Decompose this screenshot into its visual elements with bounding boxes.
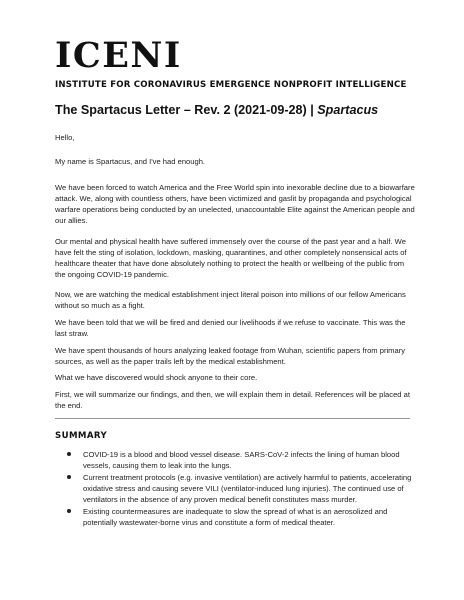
paragraph-text: Our mental and physical health have suffered immensely over the course of the past year and a half. We have felt the sting of isolation, lockdown, masking, quarantines, and other completely nonsensical acts of healthcare theater that have done absolutely nothing to protect the health or wellbeing of the public from the ongoing COVID-19 pandemic. xyxy=(55,237,407,279)
section-divider xyxy=(55,418,410,419)
paragraph xyxy=(55,372,415,383)
bullet-icon xyxy=(67,475,71,479)
document-title xyxy=(55,103,378,117)
paragraph xyxy=(55,317,415,339)
paragraph-text: We have spent thousands of hours analyzing leaked footage from Wuhan, scientific papers from primary sources, as well as the paper trails left by the medical establishment. xyxy=(55,346,406,366)
institute-name: INSTITUTE FOR CORONAVIRUS EMERGENCE NONPROFIT INTELLIGENCE xyxy=(55,80,407,90)
paragraph-text: What we have discovered would shock anyone to their core. xyxy=(55,373,258,382)
list-item-text: Current treatment protocols (e.g. invasive ventilation) are actively harmful to patients, accelerating oxidative stress and causing severe VILI (ventilator-induced lung injuries). The continued use of ventilators in the absence of any proven medical benefit constitutes mass murder. xyxy=(83,473,412,504)
summary-heading: SUMMARY xyxy=(55,431,108,441)
paragraph-text: We have been told that we will be fired and denied our livelihoods if we refuse to vaccinate. This was the last straw. xyxy=(55,318,406,338)
greeting xyxy=(55,132,415,143)
paragraph-text: We have been forced to watch America and the Free World spin into inexorable decline due to a biowarfare attack. We, along with countless others, have been victimized and gaslit by propaganda and psychological warfare operations being conducted by an unelected, unaccountable Elite against the American people and our allies. xyxy=(55,183,415,225)
paragraph xyxy=(55,156,415,167)
bullet-icon xyxy=(67,509,71,513)
list-item xyxy=(55,449,415,471)
list-item xyxy=(55,506,415,528)
list-item-text: COVID-19 is a blood and blood vessel disease. SARS-CoV-2 infects the lining of human blood vessels, causing them to leak into the lungs. xyxy=(83,450,400,470)
paragraph-text: My name is Spartacus, and I've had enough. xyxy=(55,157,206,166)
paragraph xyxy=(55,345,415,367)
title-author: Spartacus xyxy=(317,103,379,117)
bullet-icon xyxy=(67,452,71,456)
greeting-text: Hello, xyxy=(55,133,75,142)
paragraph xyxy=(55,289,415,311)
title-text: The Spartacus Letter – Rev. 2 (2021-09-28) | xyxy=(55,103,318,117)
paragraph xyxy=(55,236,415,280)
paragraph xyxy=(55,389,415,411)
list-item xyxy=(55,472,415,505)
paragraph-text: First, we will summarize our findings, and then, we will explain them in detail. References will be placed at the end. xyxy=(55,390,410,410)
paragraph-text: Now, we are watching the medical establishment inject literal poison into millions of our fellow Americans without so much as a fight. xyxy=(55,290,406,310)
iceni-logo: ICENI xyxy=(55,35,182,76)
paragraph xyxy=(55,182,415,226)
list-item-text: Existing countermeasures are inadequate to slow the spread of what is an aerosolized and potentially wastewater-borne virus and constitute a form of medical theater. xyxy=(83,507,388,527)
summary-list xyxy=(55,449,415,529)
